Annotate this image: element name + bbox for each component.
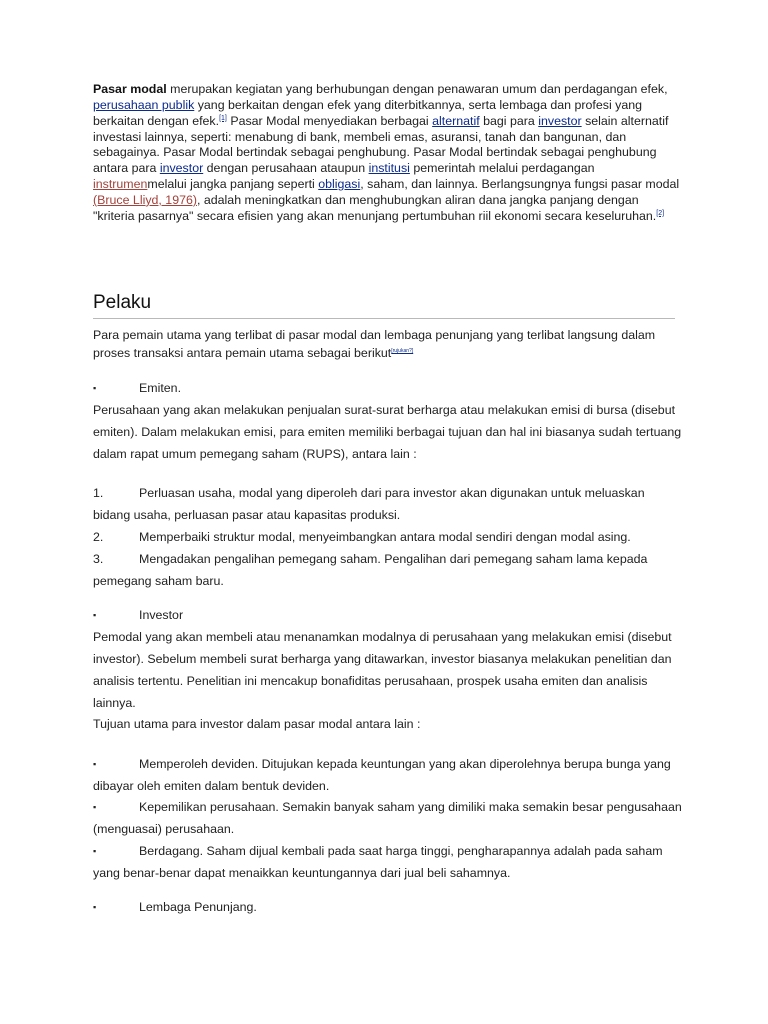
item-text: Kepemilikan perusahaan. Semakin banyak saham yang dimiliki maka semakin besar pengusahaan (menguasai) perusahaan. xyxy=(93,800,682,836)
reference-2[interactable]: [2] xyxy=(656,209,665,217)
item-text: Berdagang. Saham dijual kembali pada saat harga tinggi, pengharapannya adalah pada saham yang benar-benar dapat menaikkan keuntungannya dari jual beli sahamnya. xyxy=(93,844,663,880)
bullet-label: Investor xyxy=(139,608,184,622)
intro-text: merupakan kegiatan yang berhubungan dengan penawaran umum dan perdagangan efek, xyxy=(166,82,668,96)
intro-text: selain alternatif investasi lainnya, seperti: menabung di bank, membeli emas, asuransi, tanah dan bangunan, dan sebagainya. Pasar Modal bertindak sebagai penghubung. Pasar Modal bertindak sebagai penghubung antara para xyxy=(93,113,669,176)
link-investor[interactable]: investor xyxy=(538,113,582,128)
section-intro-text: Para pemain utama yang terlibat di pasar modal dan lembaga penunjang yang terlibat langsung dalam proses transaksi antara pemain utama sebagai berikut xyxy=(93,328,656,360)
investor-goal-2 xyxy=(93,796,683,840)
item-text: Mengadakan pengalihan pemegang saham. Pengalihan dari pemegang saham lama kepada pemegang saham baru. xyxy=(93,552,648,588)
intro-text: yang berkaitan dengan efek yang diterbitkannya, serta lembaga dan profesi yang berkaitan dengan efek. xyxy=(93,97,643,128)
item-number: 2. xyxy=(93,530,104,544)
investor-description: Pemodal yang akan membeli atau menanamkan modalnya di perusahaan yang melakukan emisi (disebut investor). Sebelum membeli surat berharga yang ditawarkan, investor biasanya melakukan penelitian dan analisis tertentu. Penelitian ini mencakup bonafiditas perusahaan, prospek usaha emiten dan analisis lainnya. xyxy=(93,630,672,710)
bullet-lembaga-penunjang xyxy=(93,896,683,918)
intro-text: pemerintah melalui perdagangan xyxy=(409,161,595,176)
bullet-label: Lembaga Penunjang. xyxy=(139,900,257,914)
link-investor-2[interactable]: investor xyxy=(159,161,204,176)
bullet-marker: ▪ xyxy=(93,846,97,856)
section-heading-pelaku: Pelaku xyxy=(93,290,675,319)
intro-paragraph xyxy=(93,82,683,225)
link-alternatif[interactable]: alternatif xyxy=(432,113,480,128)
investor-goal-3 xyxy=(93,840,683,884)
emiten-item-1 xyxy=(93,482,683,526)
link-bruce-lliyd[interactable]: (Bruce Lliyd, 1976) xyxy=(93,192,197,207)
item-number: 3. xyxy=(93,552,104,566)
investor-goal-1 xyxy=(93,753,683,797)
section-intro xyxy=(93,326,683,362)
item-text: Memperbaiki struktur modal, menyeimbangkan antara modal sendiri dengan modal asing. xyxy=(139,530,631,544)
intro-text: bagi para xyxy=(479,113,539,128)
investor-goal-intro: Tujuan utama para investor dalam pasar modal antara lain : xyxy=(93,717,421,731)
link-instrumen[interactable]: instrumen xyxy=(93,177,148,192)
reference-1[interactable]: [1] xyxy=(219,114,227,122)
intro-text: dengan perusahaan ataupun xyxy=(203,161,369,176)
item-text: Perluasan usaha, modal yang diperoleh dari para investor akan digunakan untuk meluaskan bidang usaha, perluasan pasar atau kapasitas produksi. xyxy=(93,486,645,522)
link-perusahaan-publik[interactable]: perusahaan publik xyxy=(93,97,195,112)
bullet-marker: ▪ xyxy=(93,759,97,769)
emiten-item-3 xyxy=(93,548,683,592)
emiten-item-2 xyxy=(93,526,683,548)
bullet-emiten xyxy=(93,377,683,399)
item-text: Memperoleh deviden. Ditujukan kepada keuntungan yang akan diperolehnya berupa bunga yang dibayar oleh emiten dalam bentuk deviden. xyxy=(93,757,671,793)
term-pasar-modal: Pasar modal xyxy=(93,82,167,96)
item-number: 1. xyxy=(93,486,104,500)
link-institusi[interactable]: institusi xyxy=(368,161,410,176)
intro-text: melalui jangka panjang seperti xyxy=(147,177,319,192)
intro-text: Pasar Modal menyediakan berbagai xyxy=(226,113,433,128)
bullet-marker: ▪ xyxy=(93,902,97,912)
bullet-investor xyxy=(93,604,683,626)
bullet-marker: ▪ xyxy=(93,610,97,620)
citation-needed[interactable]: [rujukan?] xyxy=(391,347,414,354)
link-obligasi[interactable]: obligasi xyxy=(318,177,361,192)
bullet-marker: ▪ xyxy=(93,383,97,393)
intro-text: , adalah meningkatkan dan menghubungkan aliran dana jangka panjang dengan "kriteria pasarnya" secara efisien yang akan menunjang pertumbuhan riil ekonomi secara keseluruhan. xyxy=(93,192,657,223)
intro-text: , saham, dan lainnya. Berlangsungnya fungsi pasar modal xyxy=(360,177,680,192)
bullet-label: Emiten. xyxy=(139,381,182,395)
bullet-marker: ▪ xyxy=(93,802,97,812)
emiten-description: Perusahaan yang akan melakukan penjualan surat-surat berharga atau melakukan emisi di bursa (disebut emiten). Dalam melakukan emisi, para emiten memiliki berbagai tujuan dan hal ini biasanya sudah tertuang dalam rapat umum pemegang saham (RUPS), antara lain : xyxy=(93,403,682,461)
